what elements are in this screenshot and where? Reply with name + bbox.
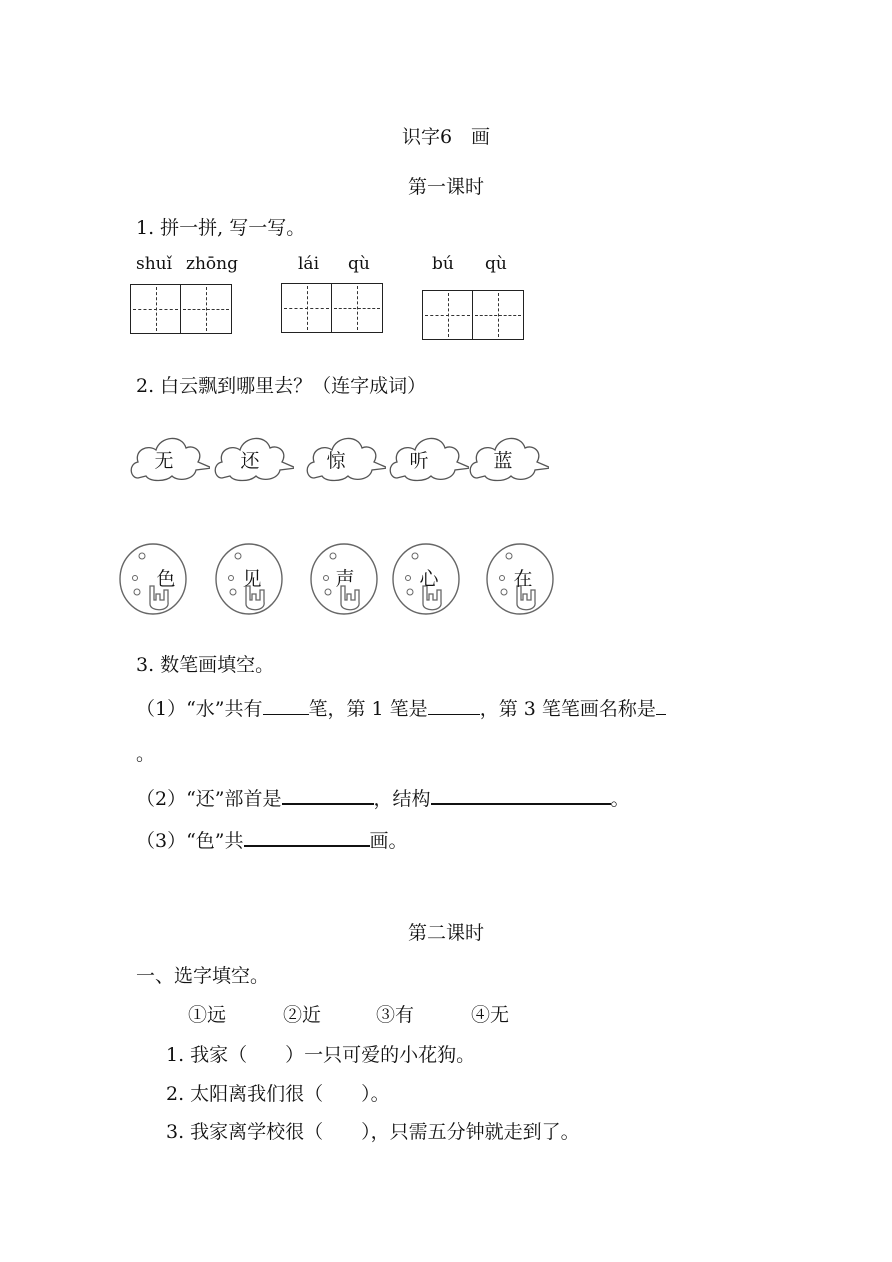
cloud-char: 听 <box>409 450 429 472</box>
cloud-char: 还 <box>240 450 260 472</box>
berry-char: 色 <box>156 568 176 590</box>
q3-item-2-text-b: ，结构 <box>373 788 431 810</box>
q3-item-1-text-b: 笔，第 1 笔是 <box>308 698 428 720</box>
q3-item-2 <box>136 784 630 811</box>
q3-item-1-tail: 。 <box>136 743 156 765</box>
q1-prompt: 1. 拼一拼, 写一写。 <box>136 217 306 239</box>
berry-3[interactable] <box>309 542 379 624</box>
grid-cell[interactable] <box>181 285 231 333</box>
q3-item-3-text-a: （3）“色”共 <box>136 830 244 852</box>
q3-item-2-text-a: （2）“还”部首是 <box>136 788 282 810</box>
cloud-4[interactable] <box>387 430 469 488</box>
berry-char: 见 <box>242 568 262 590</box>
berry-2[interactable] <box>214 542 284 624</box>
q3-item-1-text-a: （1）“水”共有 <box>136 698 263 720</box>
section-heading: 一、选字填空。 <box>136 965 270 987</box>
writing-grid-1[interactable] <box>130 284 232 334</box>
pinyin-shui: shuǐ <box>136 254 173 274</box>
grid-cell[interactable] <box>282 284 332 332</box>
berry-char: 心 <box>419 568 439 590</box>
q3-item-3 <box>136 826 408 853</box>
writing-grid-3[interactable] <box>422 290 524 340</box>
pinyin-qu-2: qù <box>485 254 507 274</box>
pinyin-lai: lái <box>298 254 320 274</box>
q2-prompt: 2. 白云飘到哪里去？（连字成词） <box>136 375 427 397</box>
grid-cell[interactable] <box>131 285 181 333</box>
berry-5[interactable] <box>485 542 555 624</box>
option-3: ③有 <box>376 1004 415 1026</box>
cloud-char: 惊 <box>326 450 346 472</box>
answer-blank[interactable] <box>431 803 611 805</box>
cloud-char: 无 <box>154 450 174 472</box>
grid-cell[interactable] <box>473 291 523 339</box>
fill-item-3: 3. 我家离学校很（ ），只需五分钟就走到了。 <box>166 1121 580 1143</box>
answer-blank[interactable] <box>656 714 666 715</box>
answer-blank[interactable] <box>244 845 370 847</box>
grid-cell[interactable] <box>423 291 473 339</box>
q3-prompt: 3. 数笔画填空。 <box>136 654 275 676</box>
q3-item-1-text-c: ，第 3 笔笔画名称是 <box>479 698 656 720</box>
option-4: ④无 <box>471 1004 510 1026</box>
q3-item-2-text-c: 。 <box>610 788 630 810</box>
answer-blank[interactable] <box>282 803 374 805</box>
cloud-3[interactable] <box>304 430 386 488</box>
pinyin-bu: bú <box>432 254 454 274</box>
berry-1[interactable] <box>118 542 188 624</box>
berry-char: 在 <box>513 568 533 590</box>
option-2: ②近 <box>283 1004 322 1026</box>
answer-blank[interactable] <box>428 714 480 715</box>
writing-grid-2[interactable] <box>281 283 383 333</box>
cloud-char: 蓝 <box>493 450 513 472</box>
grid-cell[interactable] <box>332 284 382 332</box>
option-1: ①远 <box>188 1004 227 1026</box>
lesson2-heading: 第二课时 <box>407 922 484 944</box>
answer-blank[interactable] <box>263 714 309 715</box>
berry-4[interactable] <box>391 542 461 624</box>
page-title: 识字6 画 <box>401 126 491 148</box>
lesson1-heading: 第一课时 <box>407 176 484 198</box>
berry-char: 声 <box>335 568 355 590</box>
pinyin-qu-1: qù <box>348 254 370 274</box>
q3-item-1 <box>136 694 666 721</box>
cloud-2[interactable] <box>212 430 294 488</box>
pinyin-zhong: zhōng <box>186 254 238 274</box>
fill-item-2: 2. 太阳离我们很（ ）。 <box>166 1083 390 1105</box>
cloud-5[interactable] <box>467 430 549 488</box>
q3-item-3-text-b: 画。 <box>369 830 408 852</box>
cloud-1[interactable] <box>128 430 210 488</box>
fill-item-1: 1. 我家（ ）一只可爱的小花狗。 <box>166 1044 476 1066</box>
